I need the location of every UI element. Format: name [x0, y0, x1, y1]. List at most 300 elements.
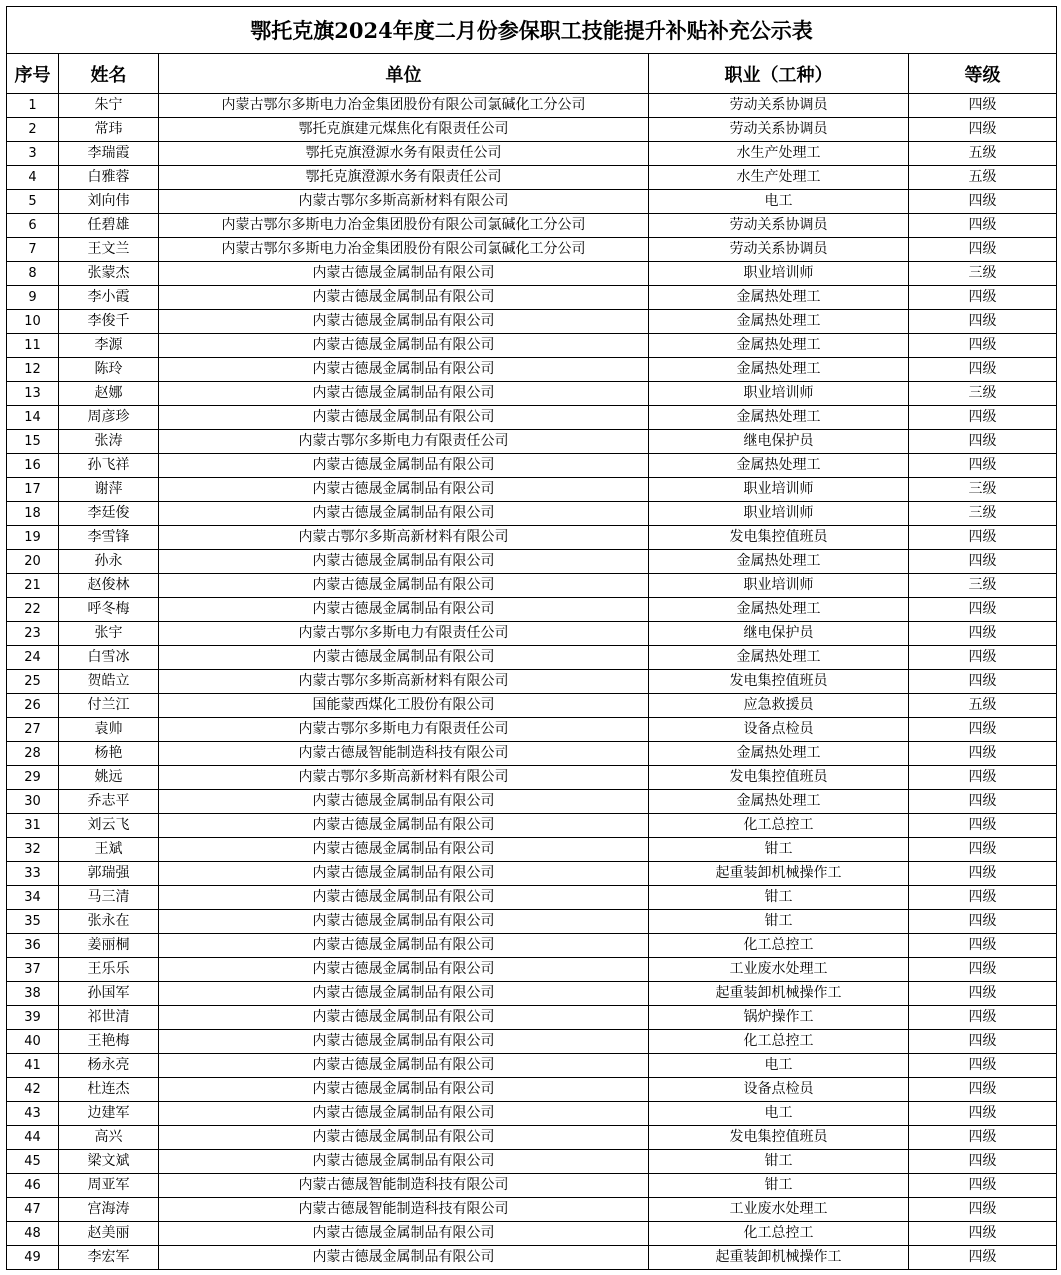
cell-index: 14: [7, 406, 59, 430]
cell-employer: 内蒙古德晟金属制品有限公司: [159, 502, 649, 526]
cell-index: 25: [7, 670, 59, 694]
cell-index: 47: [7, 1198, 59, 1222]
table-row: [7, 694, 1057, 718]
cell-index: 11: [7, 334, 59, 358]
cell-index: 43: [7, 1102, 59, 1126]
cell-occupation: 金属热处理工: [649, 358, 909, 382]
cell-name: 李源: [59, 334, 159, 358]
cell-level: 四级: [909, 598, 1057, 622]
cell-employer: 内蒙古德晟金属制品有限公司: [159, 910, 649, 934]
cell-index: 12: [7, 358, 59, 382]
subsidy-table: [6, 6, 1057, 1270]
cell-name: 李俊千: [59, 310, 159, 334]
cell-occupation: 发电集控值班员: [649, 766, 909, 790]
cell-occupation: 职业培训师: [649, 502, 909, 526]
cell-level: 四级: [909, 1006, 1057, 1030]
cell-employer: 内蒙古德晟金属制品有限公司: [159, 1078, 649, 1102]
cell-index: 28: [7, 742, 59, 766]
table-row: [7, 166, 1057, 190]
cell-employer: 内蒙古鄂尔多斯高新材料有限公司: [159, 670, 649, 694]
cell-employer: 内蒙古德晟金属制品有限公司: [159, 862, 649, 886]
cell-level: 四级: [909, 622, 1057, 646]
cell-index: 49: [7, 1246, 59, 1270]
cell-level: 四级: [909, 718, 1057, 742]
cell-name: 白雪冰: [59, 646, 159, 670]
cell-name: 任碧雄: [59, 214, 159, 238]
table-row: [7, 814, 1057, 838]
table-row: [7, 478, 1057, 502]
cell-level: 四级: [909, 862, 1057, 886]
cell-occupation: 发电集控值班员: [649, 526, 909, 550]
cell-name: 杨艳: [59, 742, 159, 766]
cell-index: 2: [7, 118, 59, 142]
cell-occupation: 继电保护员: [649, 622, 909, 646]
cell-name: 乔志平: [59, 790, 159, 814]
cell-occupation: 起重装卸机械操作工: [649, 862, 909, 886]
cell-index: 40: [7, 1030, 59, 1054]
cell-employer: 内蒙古鄂尔多斯电力有限责任公司: [159, 430, 649, 454]
cell-name: 贺皓立: [59, 670, 159, 694]
cell-name: 边建军: [59, 1102, 159, 1126]
cell-name: 周亚军: [59, 1174, 159, 1198]
table-row: [7, 886, 1057, 910]
column-header-employer: 单位: [159, 54, 649, 94]
cell-index: 34: [7, 886, 59, 910]
cell-index: 48: [7, 1222, 59, 1246]
cell-level: 三级: [909, 478, 1057, 502]
cell-name: 姚远: [59, 766, 159, 790]
cell-occupation: 金属热处理工: [649, 286, 909, 310]
table-row: [7, 670, 1057, 694]
cell-name: 张宇: [59, 622, 159, 646]
table-row: [7, 430, 1057, 454]
cell-index: 33: [7, 862, 59, 886]
cell-occupation: 职业培训师: [649, 262, 909, 286]
cell-employer: 鄂托克旗澄源水务有限责任公司: [159, 166, 649, 190]
cell-employer: 内蒙古德晟金属制品有限公司: [159, 934, 649, 958]
cell-occupation: 金属热处理工: [649, 454, 909, 478]
cell-index: 45: [7, 1150, 59, 1174]
cell-occupation: 电工: [649, 1054, 909, 1078]
cell-name: 郭瑞强: [59, 862, 159, 886]
cell-index: 13: [7, 382, 59, 406]
cell-index: 5: [7, 190, 59, 214]
cell-employer: 内蒙古鄂尔多斯高新材料有限公司: [159, 766, 649, 790]
cell-employer: 内蒙古德晟金属制品有限公司: [159, 1030, 649, 1054]
cell-employer: 内蒙古德晟金属制品有限公司: [159, 982, 649, 1006]
cell-name: 高兴: [59, 1126, 159, 1150]
table-row: [7, 982, 1057, 1006]
cell-name: 李小霞: [59, 286, 159, 310]
cell-employer: 内蒙古德晟金属制品有限公司: [159, 1150, 649, 1174]
table-row: [7, 862, 1057, 886]
table-row: [7, 526, 1057, 550]
cell-occupation: 金属热处理工: [649, 550, 909, 574]
table-row: [7, 742, 1057, 766]
table-row: [7, 1030, 1057, 1054]
cell-employer: 内蒙古德晟金属制品有限公司: [159, 310, 649, 334]
cell-index: 10: [7, 310, 59, 334]
cell-occupation: 起重装卸机械操作工: [649, 1246, 909, 1270]
column-header-occupation: 职业（工种）: [649, 54, 909, 94]
cell-index: 17: [7, 478, 59, 502]
cell-level: 四级: [909, 982, 1057, 1006]
table-row: [7, 262, 1057, 286]
cell-name: 常玮: [59, 118, 159, 142]
cell-name: 杜连杰: [59, 1078, 159, 1102]
cell-name: 王斌: [59, 838, 159, 862]
cell-occupation: 金属热处理工: [649, 334, 909, 358]
cell-level: 四级: [909, 742, 1057, 766]
table-row: [7, 1222, 1057, 1246]
cell-level: 四级: [909, 1078, 1057, 1102]
cell-index: 8: [7, 262, 59, 286]
cell-employer: 内蒙古德晟金属制品有限公司: [159, 262, 649, 286]
table-row: [7, 382, 1057, 406]
cell-name: 姜丽桐: [59, 934, 159, 958]
table-row: [7, 190, 1057, 214]
cell-index: 38: [7, 982, 59, 1006]
cell-occupation: 水生产处理工: [649, 142, 909, 166]
cell-employer: 内蒙古德晟智能制造科技有限公司: [159, 742, 649, 766]
cell-occupation: 劳动关系协调员: [649, 214, 909, 238]
cell-occupation: 金属热处理工: [649, 598, 909, 622]
cell-level: 四级: [909, 1054, 1057, 1078]
table-row: [7, 334, 1057, 358]
cell-employer: 内蒙古德晟金属制品有限公司: [159, 1102, 649, 1126]
cell-occupation: 职业培训师: [649, 382, 909, 406]
cell-index: 32: [7, 838, 59, 862]
cell-level: 三级: [909, 382, 1057, 406]
cell-level: 四级: [909, 286, 1057, 310]
cell-level: 四级: [909, 1102, 1057, 1126]
cell-index: 35: [7, 910, 59, 934]
cell-occupation: 应急救援员: [649, 694, 909, 718]
cell-index: 29: [7, 766, 59, 790]
table-row: [7, 454, 1057, 478]
table-row: [7, 934, 1057, 958]
cell-level: 四级: [909, 1174, 1057, 1198]
cell-employer: 内蒙古德晟金属制品有限公司: [159, 358, 649, 382]
cell-occupation: 电工: [649, 1102, 909, 1126]
cell-level: 三级: [909, 574, 1057, 598]
cell-occupation: 水生产处理工: [649, 166, 909, 190]
cell-employer: 内蒙古德晟金属制品有限公司: [159, 958, 649, 982]
cell-index: 42: [7, 1078, 59, 1102]
cell-occupation: 劳动关系协调员: [649, 238, 909, 262]
cell-level: 四级: [909, 526, 1057, 550]
cell-level: 四级: [909, 214, 1057, 238]
cell-level: 四级: [909, 934, 1057, 958]
cell-name: 马三清: [59, 886, 159, 910]
cell-name: 付兰江: [59, 694, 159, 718]
cell-occupation: 金属热处理工: [649, 790, 909, 814]
cell-level: 四级: [909, 310, 1057, 334]
cell-level: 四级: [909, 1198, 1057, 1222]
cell-name: 陈玲: [59, 358, 159, 382]
cell-employer: 内蒙古德晟智能制造科技有限公司: [159, 1174, 649, 1198]
table-row: [7, 622, 1057, 646]
cell-name: 张永在: [59, 910, 159, 934]
cell-occupation: 化工总控工: [649, 1030, 909, 1054]
cell-level: 四级: [909, 886, 1057, 910]
cell-name: 朱宁: [59, 94, 159, 118]
cell-occupation: 化工总控工: [649, 934, 909, 958]
table-row: [7, 550, 1057, 574]
column-header-index: 序号: [7, 54, 59, 94]
table-row: [7, 838, 1057, 862]
cell-occupation: 金属热处理工: [649, 310, 909, 334]
cell-index: 26: [7, 694, 59, 718]
cell-name: 李瑞霞: [59, 142, 159, 166]
cell-occupation: 发电集控值班员: [649, 1126, 909, 1150]
cell-index: 3: [7, 142, 59, 166]
cell-name: 李宏军: [59, 1246, 159, 1270]
table-row: [7, 142, 1057, 166]
cell-name: 杨永亮: [59, 1054, 159, 1078]
table-body: [7, 94, 1057, 1270]
cell-employer: 内蒙古鄂尔多斯电力冶金集团股份有限公司氯碱化工分公司: [159, 94, 649, 118]
cell-index: 24: [7, 646, 59, 670]
cell-level: 四级: [909, 766, 1057, 790]
cell-name: 王艳梅: [59, 1030, 159, 1054]
cell-employer: 内蒙古德晟金属制品有限公司: [159, 838, 649, 862]
table-row: [7, 790, 1057, 814]
table-row: [7, 1006, 1057, 1030]
cell-level: 三级: [909, 502, 1057, 526]
cell-occupation: 职业培训师: [649, 478, 909, 502]
cell-name: 宫海涛: [59, 1198, 159, 1222]
cell-level: 四级: [909, 646, 1057, 670]
cell-name: 谢萍: [59, 478, 159, 502]
table-row: [7, 574, 1057, 598]
cell-level: 四级: [909, 1246, 1057, 1270]
cell-index: 18: [7, 502, 59, 526]
cell-employer: 内蒙古德晟金属制品有限公司: [159, 646, 649, 670]
cell-occupation: 工业废水处理工: [649, 1198, 909, 1222]
cell-employer: 内蒙古鄂尔多斯高新材料有限公司: [159, 526, 649, 550]
cell-name: 刘向伟: [59, 190, 159, 214]
cell-employer: 内蒙古鄂尔多斯高新材料有限公司: [159, 190, 649, 214]
cell-index: 4: [7, 166, 59, 190]
table-row: [7, 406, 1057, 430]
table-row: [7, 1126, 1057, 1150]
cell-level: 四级: [909, 118, 1057, 142]
cell-employer: 内蒙古德晟金属制品有限公司: [159, 286, 649, 310]
cell-name: 赵美丽: [59, 1222, 159, 1246]
table-row: [7, 286, 1057, 310]
cell-employer: 内蒙古德晟金属制品有限公司: [159, 334, 649, 358]
cell-employer: 内蒙古鄂尔多斯电力冶金集团股份有限公司氯碱化工分公司: [159, 238, 649, 262]
column-header-name: 姓名: [59, 54, 159, 94]
cell-level: 四级: [909, 238, 1057, 262]
cell-index: 9: [7, 286, 59, 310]
cell-level: 四级: [909, 550, 1057, 574]
cell-name: 王乐乐: [59, 958, 159, 982]
cell-name: 孙永: [59, 550, 159, 574]
cell-name: 白雅蓉: [59, 166, 159, 190]
cell-name: 袁帅: [59, 718, 159, 742]
cell-name: 赵俊林: [59, 574, 159, 598]
cell-index: 19: [7, 526, 59, 550]
spreadsheet: [6, 6, 1056, 1270]
cell-employer: 内蒙古德晟金属制品有限公司: [159, 406, 649, 430]
table-row: [7, 958, 1057, 982]
cell-employer: 内蒙古德晟金属制品有限公司: [159, 598, 649, 622]
cell-employer: 内蒙古德晟金属制品有限公司: [159, 886, 649, 910]
cell-index: 39: [7, 1006, 59, 1030]
cell-level: 五级: [909, 142, 1057, 166]
cell-occupation: 起重装卸机械操作工: [649, 982, 909, 1006]
cell-employer: 内蒙古德晟金属制品有限公司: [159, 550, 649, 574]
cell-employer: 内蒙古德晟金属制品有限公司: [159, 478, 649, 502]
cell-occupation: 锅炉操作工: [649, 1006, 909, 1030]
cell-name: 张涛: [59, 430, 159, 454]
cell-name: 呼冬梅: [59, 598, 159, 622]
cell-index: 41: [7, 1054, 59, 1078]
table-row: [7, 502, 1057, 526]
cell-index: 27: [7, 718, 59, 742]
cell-occupation: 设备点检员: [649, 1078, 909, 1102]
cell-name: 梁文斌: [59, 1150, 159, 1174]
cell-employer: 内蒙古德晟金属制品有限公司: [159, 1246, 649, 1270]
cell-level: 四级: [909, 334, 1057, 358]
cell-occupation: 金属热处理工: [649, 646, 909, 670]
cell-level: 四级: [909, 430, 1057, 454]
cell-index: 44: [7, 1126, 59, 1150]
cell-name: 孙飞祥: [59, 454, 159, 478]
cell-level: 五级: [909, 694, 1057, 718]
header-row: [7, 54, 1057, 94]
cell-employer: 内蒙古鄂尔多斯电力有限责任公司: [159, 622, 649, 646]
cell-name: 赵娜: [59, 382, 159, 406]
table-row: [7, 1174, 1057, 1198]
cell-occupation: 劳动关系协调员: [649, 94, 909, 118]
cell-index: 20: [7, 550, 59, 574]
cell-index: 22: [7, 598, 59, 622]
cell-employer: 鄂托克旗建元煤焦化有限责任公司: [159, 118, 649, 142]
cell-occupation: 金属热处理工: [649, 742, 909, 766]
cell-index: 16: [7, 454, 59, 478]
cell-name: 李廷俊: [59, 502, 159, 526]
table-row: [7, 94, 1057, 118]
cell-employer: 内蒙古德晟金属制品有限公司: [159, 382, 649, 406]
cell-name: 刘云飞: [59, 814, 159, 838]
cell-level: 四级: [909, 406, 1057, 430]
table-row: [7, 118, 1057, 142]
table-row: [7, 238, 1057, 262]
cell-index: 1: [7, 94, 59, 118]
table-row: [7, 1078, 1057, 1102]
cell-occupation: 金属热处理工: [649, 406, 909, 430]
cell-level: 四级: [909, 814, 1057, 838]
table-row: [7, 646, 1057, 670]
table-row: [7, 310, 1057, 334]
cell-level: 三级: [909, 262, 1057, 286]
cell-name: 祁世清: [59, 1006, 159, 1030]
table-row: [7, 1198, 1057, 1222]
table-row: [7, 598, 1057, 622]
cell-employer: 内蒙古德晟金属制品有限公司: [159, 814, 649, 838]
cell-level: 四级: [909, 838, 1057, 862]
cell-occupation: 化工总控工: [649, 814, 909, 838]
cell-employer: 内蒙古德晟金属制品有限公司: [159, 574, 649, 598]
cell-employer: 内蒙古德晟金属制品有限公司: [159, 1222, 649, 1246]
cell-level: 四级: [909, 1150, 1057, 1174]
cell-level: 四级: [909, 1222, 1057, 1246]
cell-index: 23: [7, 622, 59, 646]
cell-employer: 内蒙古德晟金属制品有限公司: [159, 790, 649, 814]
cell-occupation: 化工总控工: [649, 1222, 909, 1246]
cell-name: 孙国军: [59, 982, 159, 1006]
cell-name: 李雪锋: [59, 526, 159, 550]
cell-index: 7: [7, 238, 59, 262]
cell-occupation: 钳工: [649, 1150, 909, 1174]
cell-level: 四级: [909, 454, 1057, 478]
table-row: [7, 214, 1057, 238]
cell-occupation: 钳工: [649, 1174, 909, 1198]
cell-index: 21: [7, 574, 59, 598]
cell-occupation: 钳工: [649, 838, 909, 862]
table-row: [7, 766, 1057, 790]
cell-level: 四级: [909, 1030, 1057, 1054]
column-header-level: 等级: [909, 54, 1057, 94]
table-row: [7, 718, 1057, 742]
cell-level: 四级: [909, 1126, 1057, 1150]
cell-occupation: 劳动关系协调员: [649, 118, 909, 142]
cell-index: 15: [7, 430, 59, 454]
cell-occupation: 继电保护员: [649, 430, 909, 454]
cell-name: 周彦珍: [59, 406, 159, 430]
table-row: [7, 358, 1057, 382]
cell-level: 四级: [909, 94, 1057, 118]
cell-index: 6: [7, 214, 59, 238]
cell-employer: 内蒙古德晟金属制品有限公司: [159, 1126, 649, 1150]
cell-level: 五级: [909, 166, 1057, 190]
cell-employer: 鄂托克旗澄源水务有限责任公司: [159, 142, 649, 166]
cell-employer: 国能蒙西煤化工股份有限公司: [159, 694, 649, 718]
cell-occupation: 设备点检员: [649, 718, 909, 742]
cell-level: 四级: [909, 190, 1057, 214]
cell-name: 张蒙杰: [59, 262, 159, 286]
cell-employer: 内蒙古德晟金属制品有限公司: [159, 1054, 649, 1078]
table-row: [7, 1102, 1057, 1126]
cell-index: 31: [7, 814, 59, 838]
cell-employer: 内蒙古德晟金属制品有限公司: [159, 1006, 649, 1030]
cell-occupation: 钳工: [649, 886, 909, 910]
table-row: [7, 1246, 1057, 1270]
cell-employer: 内蒙古德晟金属制品有限公司: [159, 454, 649, 478]
cell-employer: 内蒙古德晟智能制造科技有限公司: [159, 1198, 649, 1222]
cell-index: 30: [7, 790, 59, 814]
cell-occupation: 工业废水处理工: [649, 958, 909, 982]
cell-level: 四级: [909, 358, 1057, 382]
cell-occupation: 钳工: [649, 910, 909, 934]
cell-employer: 内蒙古鄂尔多斯电力冶金集团股份有限公司氯碱化工分公司: [159, 214, 649, 238]
cell-name: 王文兰: [59, 238, 159, 262]
cell-occupation: 职业培训师: [649, 574, 909, 598]
table-row: [7, 1150, 1057, 1174]
cell-level: 四级: [909, 670, 1057, 694]
cell-level: 四级: [909, 790, 1057, 814]
table-row: [7, 910, 1057, 934]
table-title: 鄂托克旗2024年度二月份参保职工技能提升补贴补充公示表: [7, 7, 1057, 54]
cell-index: 37: [7, 958, 59, 982]
cell-occupation: 发电集控值班员: [649, 670, 909, 694]
cell-employer: 内蒙古鄂尔多斯电力有限责任公司: [159, 718, 649, 742]
cell-level: 四级: [909, 910, 1057, 934]
cell-index: 36: [7, 934, 59, 958]
